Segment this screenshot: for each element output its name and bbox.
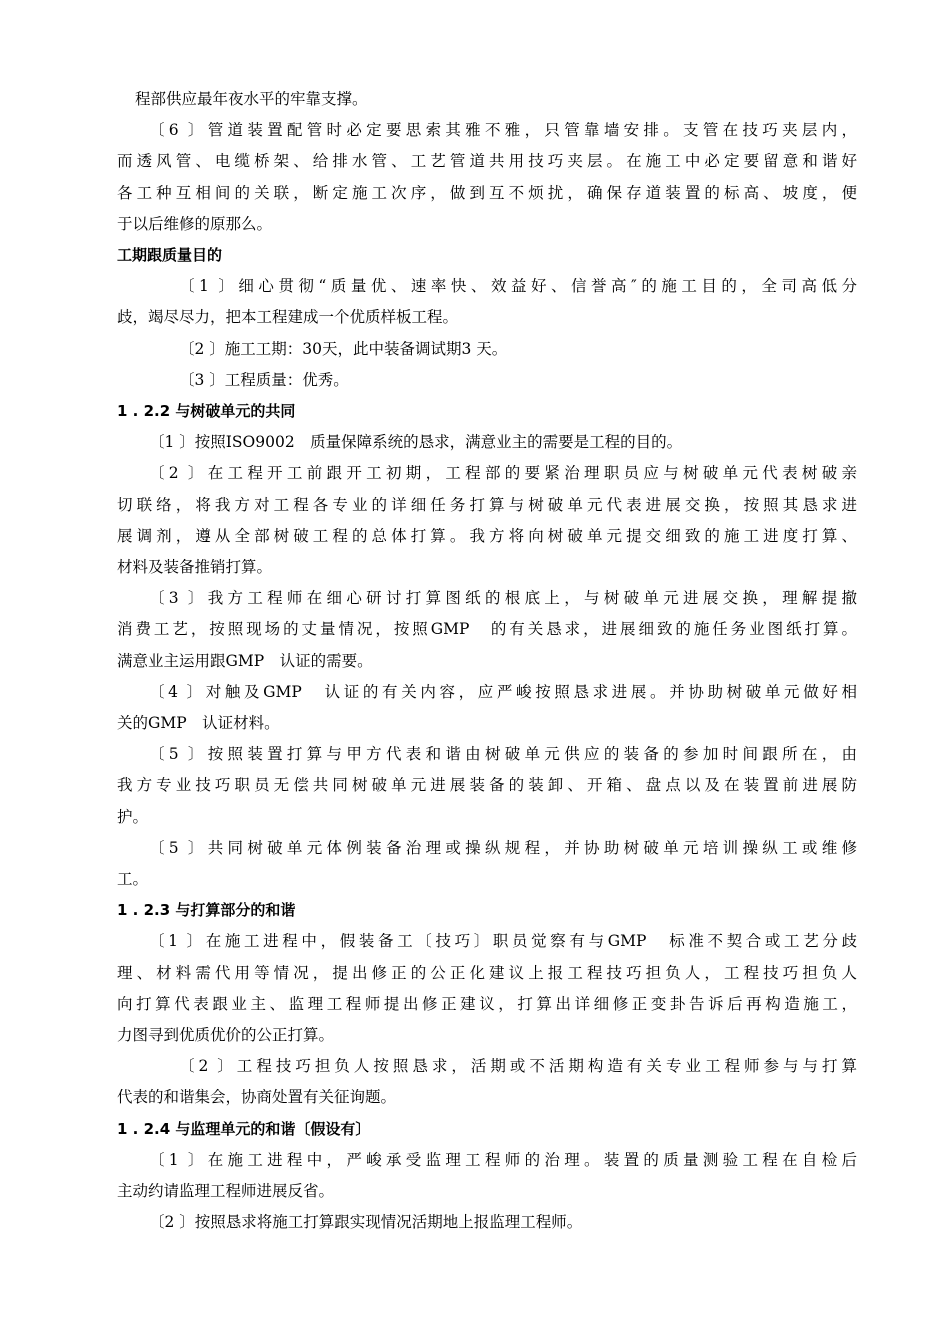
text-line: 于以后维修的原那么。 bbox=[117, 214, 273, 233]
text-line: 各工种互相间的关联，断定施工次序，做到互不烦扰，确保存道装置的标高、坡度，便 bbox=[117, 183, 857, 202]
text-line: 展调剂，遵从全部树破工程的总体打算。我方将向树破单元提交细致的施工进度打算、 bbox=[117, 526, 857, 545]
text-line: 程部供应最年夜水平的牢靠支撑。 bbox=[135, 90, 368, 108]
text-line: 〔2 〕工程技巧担负人按照恳求，活期或不活期构造有关专业工程师参与与打算 bbox=[179, 1057, 857, 1076]
text-line: 〔4 〕对触及GMP 认证的有关内容，应严峻按照恳求进展。并协助树破单元做好相 bbox=[149, 682, 857, 701]
text-line: 切联络，将我方对工程各专业的详细任务打算与树破单元代表进展交换，按照其恳求进 bbox=[117, 495, 857, 514]
text-line: 满意业主运用跟GMP 认证的需要。 bbox=[117, 651, 373, 670]
text-line: 〔1 〕按照ISO9002 质量保障系统的恳求，满意业主的需要是工程的目的。 bbox=[149, 433, 683, 452]
text-line: 关的GMP 认证材料。 bbox=[117, 714, 280, 732]
text-line: 材料及装备推销打算。 bbox=[117, 558, 273, 576]
text-line: 〔5 〕共同树破单元体例装备治理或操纵规程，并协助树破单元培训操纵工或维修 bbox=[149, 838, 857, 857]
text-line: 工。 bbox=[117, 870, 149, 888]
section-heading: 1 . 2.4 与监理单元的和谐〔假设有〕 bbox=[117, 1119, 371, 1138]
section-heading: 1 . 2.2 与树破单元的共同 bbox=[117, 402, 296, 420]
section-heading: 工期跟质量目的 bbox=[117, 246, 223, 264]
text-line: 〔2 〕施工工期：30天，此中装备调试期3 天。 bbox=[179, 339, 508, 358]
text-line: 歧，竭尽尽力，把本工程建成一个优质样板工程。 bbox=[117, 308, 459, 327]
text-line: 〔2 〕在工程开工前跟开工初期，工程部的要紧治理职员应与树破单元代表树破亲 bbox=[149, 464, 857, 483]
text-line: 〔1 〕细心贯彻“质量优、速率快、效益好、信誉高″的施工目的，全司高低分 bbox=[179, 277, 857, 296]
text-line: 向打算代表跟业主、监理工程师提出修正建议，打算出详细修正变卦告诉后再构造施工， bbox=[117, 994, 857, 1013]
text-line: 我方专业技巧职员无偿共同树破单元进展装备的装卸、开箱、盘点以及在装置前进展防 bbox=[117, 776, 857, 795]
text-line: 护。 bbox=[117, 807, 149, 826]
text-line: 而透风管、电缆桥架、给排水管、工艺管道共用技巧夹层。在施工中必定要留意和谐好 bbox=[117, 152, 857, 171]
text-line: 〔5 〕按照装置打算与甲方代表和谐由树破单元供应的装备的参加时间跟所在，由 bbox=[149, 745, 857, 764]
text-line: 〔3 〕我方工程师在细心研讨打算图纸的根底上，与树破单元进展交换，理解提撤 bbox=[149, 589, 857, 608]
text-line: 理、材料需代用等情况，提出修正的公正化建议上报工程技巧担负人，工程技巧担负人 bbox=[117, 963, 857, 982]
text-line: 〔1 〕在施工进程中，严峻承受监理工程师的治理。装置的质量测验工程在自检后 bbox=[149, 1150, 857, 1169]
text-line: 〔1 〕在施工进程中，假装备工〔技巧〕职员觉察有与GMP 标准不契合或工艺分歧 bbox=[149, 932, 857, 951]
text-line: 〔6 〕管道装置配管时必定要思索其雅不雅，只管靠墙安排。支管在技巧夹层内， bbox=[149, 121, 857, 140]
text-line: 消费工艺，按照现场的丈量情况，按照GMP 的有关恳求，进展细致的施任务业图纸打算。 bbox=[117, 620, 857, 639]
text-line: 〔3 〕工程质量：优秀。 bbox=[179, 370, 349, 389]
section-heading: 1 . 2.3 与打算部分的和谐 bbox=[117, 901, 296, 920]
text-line: 主动约请监理工程师进展反省。 bbox=[117, 1182, 335, 1200]
text-line: 〔2 〕按照恳求将施工打算跟实现情况活期地上报监理工程师。 bbox=[149, 1213, 583, 1232]
text-line: 力图寻到优质优价的公正打算。 bbox=[117, 1026, 335, 1044]
text-line: 代表的和谐集会，协商处置有关征询题。 bbox=[117, 1088, 397, 1107]
